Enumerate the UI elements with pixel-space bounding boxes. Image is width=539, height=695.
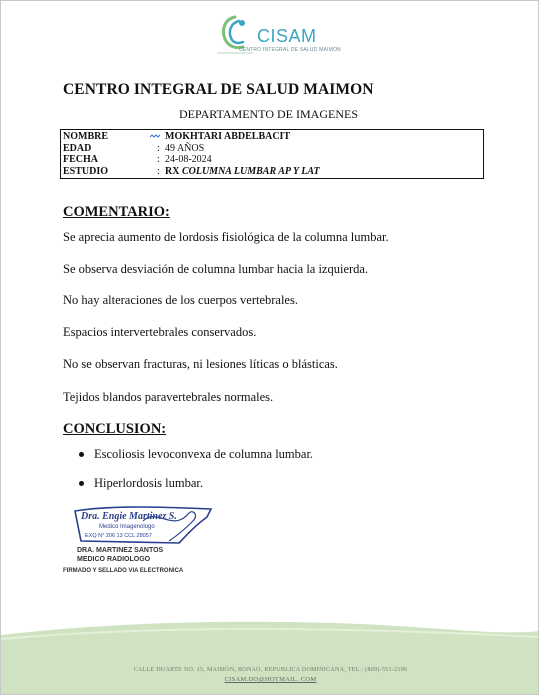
patient-info-box	[60, 129, 484, 179]
patient-name-value: MOKHTARI ABDELBACIT	[165, 131, 291, 142]
footer-email: CISAM.DO@HOTMAIL. COM	[224, 676, 317, 683]
doctor-stamp-icon	[73, 503, 215, 545]
conclusion-item: Escoliosis levoconvexa de columna lumbar.	[94, 447, 314, 461]
conclusion-heading: CONCLUSION:	[63, 421, 167, 437]
comentario-line: Tejidos blandos paravertebrales normales.	[63, 390, 274, 404]
bullet-icon	[79, 481, 84, 486]
logo-name: CISAM	[257, 26, 317, 46]
comentario-line: Se aprecia aumento de lordosis fisiológica de la columna lumbar.	[63, 230, 389, 244]
bullet-icon	[79, 452, 84, 457]
patient-row-name	[63, 131, 481, 143]
comentario-line: Espacios intervertebrales conservados.	[63, 325, 257, 339]
comentario-line: No se observan fracturas, ni lesiones líticas o blásticas.	[63, 357, 338, 371]
doctor-role: MEDICO RADIOLOGO	[77, 556, 151, 563]
svg-text:EXQ N° 206 13 CCL 28057: EXQ N° 206 13 CCL 28057	[85, 533, 152, 539]
signature-note: FIRMADO Y SELLADO VIA ELECTRONICA	[63, 568, 184, 574]
patient-label: ESTUDIO	[63, 165, 109, 177]
spellcheck-squiggle-icon	[150, 133, 160, 139]
comentario-heading: COMENTARIO:	[63, 204, 170, 220]
patient-colon: :	[157, 142, 160, 154]
patient-age-value: 49 AÑOS	[165, 142, 205, 154]
list-item	[79, 475, 313, 504]
comentario-line: No hay alteraciones de los cuerpos vertebrales.	[63, 293, 298, 307]
document-title: CENTRO INTEGRAL DE SALUD MAIMON	[63, 81, 374, 98]
patient-row-age	[63, 143, 481, 155]
footer-address: CALLE DUARTE NO. 15, MAIMÓN, BONAO, REPUBLICA DOMINICANA, TEL.: (809)-551-2196	[133, 667, 408, 673]
study-prefix: RX	[165, 165, 182, 177]
patient-colon: :	[157, 165, 160, 177]
conclusion-list	[79, 446, 313, 504]
conclusion-item: Hiperlordosis lumbar.	[94, 476, 204, 490]
patient-row-date	[63, 154, 481, 166]
footer-wave-background	[1, 617, 539, 695]
svg-text:Dra. Engie Martinez S.: Dra. Engie Martinez S.	[81, 511, 177, 522]
list-item	[79, 446, 313, 475]
patient-label: NOMBRE	[63, 131, 108, 142]
comentario-line: Se observa desviación de columna lumbar hacia la izquierda.	[63, 262, 369, 276]
patient-colon: :	[157, 154, 160, 165]
patient-study-value	[165, 166, 320, 178]
study-name: COLUMNA LUMBAR AP Y LAT	[181, 165, 320, 177]
doctor-name: DRA. MARTINEZ SANTOS	[77, 547, 164, 554]
clinic-logo	[209, 13, 339, 57]
svg-text:Medico Imagenologo: Medico Imagenologo	[99, 524, 155, 530]
patient-date-value: 24-08-2024	[165, 154, 212, 165]
patient-label: FECHA	[63, 154, 98, 165]
department-name: DEPARTAMENTO DE IMAGENES	[179, 107, 358, 121]
patient-label: EDAD	[63, 142, 92, 154]
logo-tagline: CENTRO INTEGRAL DE SALUD MAIMON	[239, 47, 341, 53]
patient-row-study	[63, 166, 481, 178]
doctor-signature-block	[77, 546, 163, 564]
